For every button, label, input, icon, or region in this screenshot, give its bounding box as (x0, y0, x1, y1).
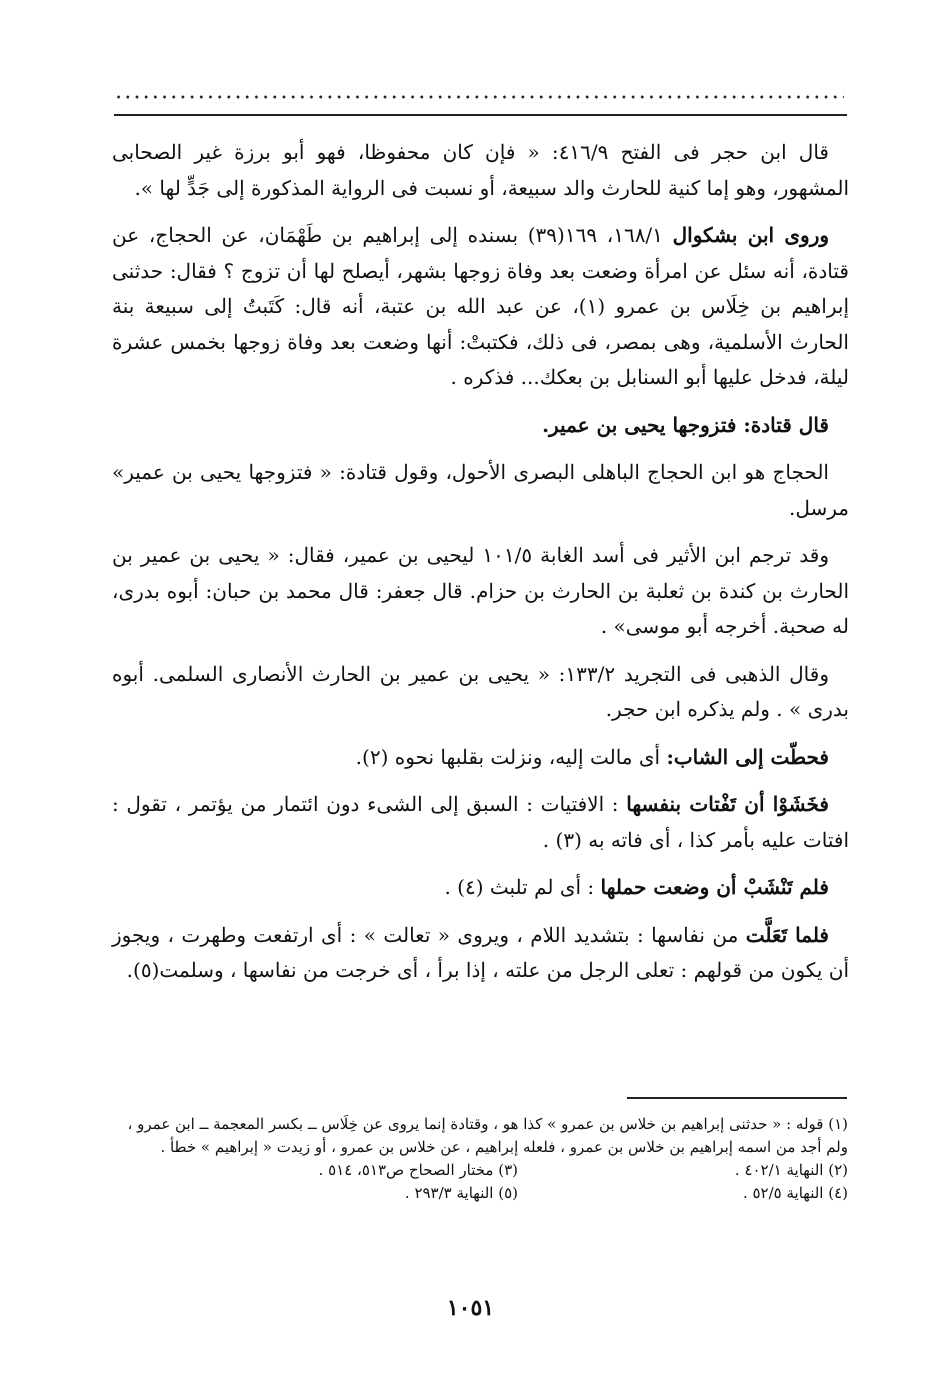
paragraph-5: وقد ترجم ابن الأثير فى أسد الغابة ١٠١/٥ ليحيى بن عمير، فقال: « يحيى بن عمير بن الحارث بن كندة بن ثعلبة بن الحارث بن حزام. قال جعفر: قال محمد بن حبان: أبوه بدرى، له صحبة. أخرجه أبو موسى» . (112, 543, 849, 638)
paragraph-8-lead: فخَشَوْا أن تَفْتات بنفسها (626, 792, 829, 816)
paragraph-9 (112, 870, 849, 906)
footnote-3: (٣) مختار الصحاح ص٥١٣، ٥١٤ . (318, 1161, 518, 1179)
footnote-separator (627, 1097, 847, 1099)
header-dotted-line (114, 94, 844, 100)
paragraph-10-lead: فلما تَعَلَّت (745, 922, 829, 947)
footnote-1-line-1: (١) قوله : « حدثنى إبراهيم بن خلاس بن عمرو » كذا هو ، وقتادة إنما يروى عن خِلَاس ــ بكسر المعجمة ــ ابن عمرو ، (127, 1115, 848, 1133)
main-text (112, 135, 849, 1001)
paragraph-10-text: من نفاسها : بتشديد اللام ، ويروى « تعالت » : أى ارتفعت وطهرت ، ويجوز أن يكون من قولهم : تعلى الرجل من علته ، إذا برأ ، أى خرجت من نفاسها ، وسلمت(٥). (112, 922, 849, 982)
paragraph-2-lead: وروى ابن بشكوال (672, 223, 830, 247)
paragraph-1: قال ابن حجر فى الفتح ٤١٦/٩: « فإن كان محفوظا، فهو أبو برزة غير الصحابى المشهور، وهو إما كنية للحارث والد سبيعة، أو نسبت فى الرواية المذكورة إلى جَدٍّ لها ». (112, 140, 849, 200)
paragraph-3-text: قال قتادة: فتزوجها يحيى بن عمير. (542, 412, 829, 437)
footnote-row-4-5 (118, 1182, 848, 1205)
footnote-1-line-2: ولم أجد من اسمه إبراهيم بن خلاس بن عمرو ، فلعله إبراهيم ، عن خلاس بن عمرو ، أو زيدت « إبراهيم » خطأ . (160, 1138, 848, 1156)
paragraph-8-text: : الافتيات : السبق إلى الشىء دون ائتمار من يؤتمر ، تقول : افتات عليه بأمر كذا ، أى فاته به (٣) . (112, 792, 849, 852)
paragraph-2 (112, 218, 849, 396)
page-number: ١٠٥١ (446, 1295, 495, 1321)
paragraph-9-text: : أى لم تلبث (٤) . (444, 875, 601, 899)
paragraph-8 (112, 787, 849, 858)
footnote-2: (٢) النهاية ٤٠٢/١ . (734, 1161, 848, 1179)
header-rule (114, 114, 847, 116)
paragraph-6: وقال الذهبى فى التجريد ١٣٣/٢: « يحيى بن عمير بن الحارث الأنصارى السلمى. أبوه بدرى » . ولم يذكره ابن حجر. (112, 661, 849, 721)
footnote-row-2-3 (118, 1159, 848, 1182)
footnote-5: (٥) النهاية ٢٩٣/٣ . (404, 1184, 518, 1202)
paragraph-7-lead: فحطّت إلى الشاب: (666, 744, 829, 769)
paragraph-7 (112, 740, 849, 776)
footnote-4: (٤) النهاية ٥٢/٥ . (742, 1184, 848, 1202)
paragraph-3 (112, 408, 849, 444)
paragraph-2-text: ١٦٨/١، ١٦٩(٣٩) بسنده إلى إبراهيم بن طَهْمَان، عن الحجاج، عن قتادة، أنه سئل عن امرأة وضعت بعد وفاة زوجها بشهر، أيصلح لها أن تزوج ؟ فقال: حدثنى إبراهيم بن خِلَاس بن عمرو (١)، عن عبد الله بن عتبة، أنه قال: كَتَبتُ إلى سبيعة بنة الحارث الأسلمية، وهى بمصر، فى ذلك، فكتبتْ: أنها وضعت بعد وفاة زوجها بخمس عشرة ليلة، فدخل عليها أبو السنابل بن بعكك... فذكره . (112, 223, 850, 389)
paragraph-7-text: أى مالت إليه، ونزلت بقلبها نحوه (٢). (355, 744, 667, 769)
paragraph-4: الحجاج هو ابن الحجاج الباهلى البصرى الأحول، وقول قتادة: « فتزوجها يحيى بن عمير» مرسل. (112, 460, 849, 520)
footnotes (118, 1113, 848, 1205)
paragraph-10 (112, 918, 849, 989)
paragraph-9-lead: فلم تَنْشَبْ أن وضعت حملها (600, 875, 829, 899)
